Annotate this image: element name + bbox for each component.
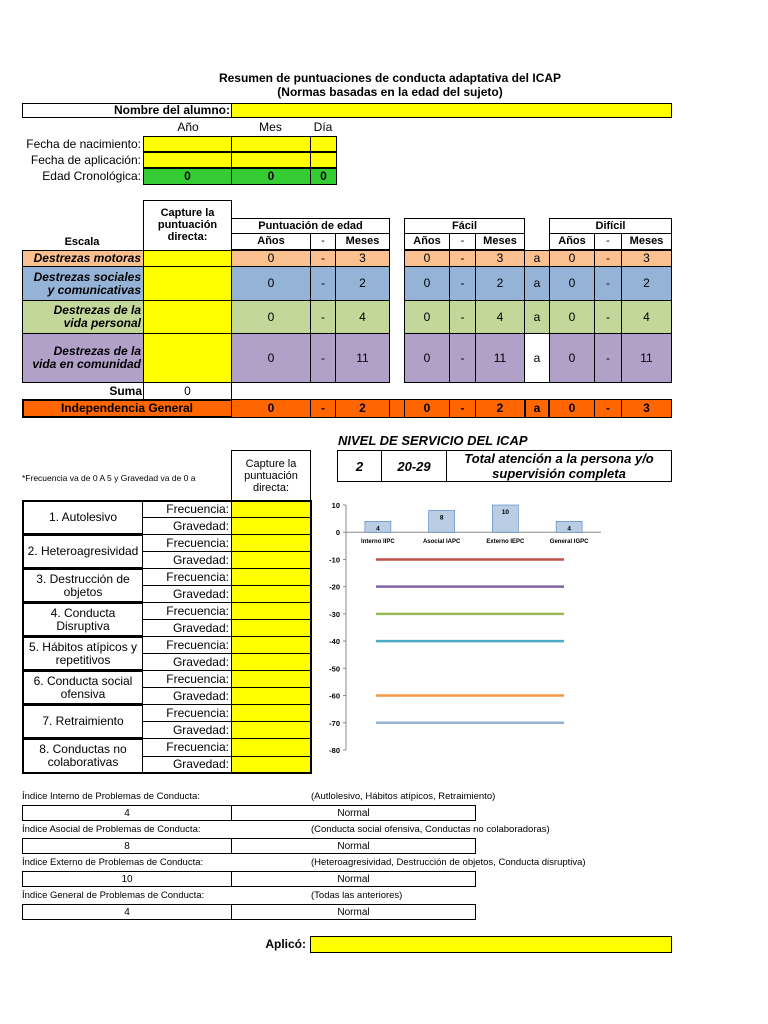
frequency-label: Frecuencia: bbox=[142, 602, 232, 620]
age-label: Edad Cronológica: bbox=[42, 169, 141, 183]
frequency-input[interactable] bbox=[231, 738, 311, 757]
category-label: General IGPC bbox=[549, 539, 589, 546]
category-label: Interno IIPC bbox=[361, 539, 395, 546]
index-value: 8 bbox=[22, 838, 232, 854]
applied-by-input[interactable] bbox=[310, 936, 672, 953]
y-tick-label: 0 bbox=[335, 528, 340, 538]
age-days: 0 bbox=[310, 168, 337, 185]
page-subtitle: (Normas basadas en la edad del sujeto) bbox=[277, 85, 503, 99]
birth-date-label: Fecha de nacimiento: bbox=[26, 137, 141, 151]
bar-value-label: 4 bbox=[376, 525, 380, 533]
severity-label: Gravedad: bbox=[142, 551, 232, 569]
index-level: Normal bbox=[231, 805, 476, 821]
applied-month-input[interactable] bbox=[231, 152, 311, 168]
personal-input[interactable] bbox=[143, 300, 232, 334]
birth-day-input[interactable] bbox=[310, 136, 337, 152]
index-value: 4 bbox=[22, 904, 232, 920]
frequency-label: Frecuencia: bbox=[142, 636, 232, 654]
general-independence-label: Independencia General bbox=[60, 401, 194, 415]
age-months: 0 bbox=[231, 168, 311, 185]
behavior-item-label: 6. Conducta social ofensiva bbox=[22, 670, 143, 705]
service-level-description: Total atención a la persona y/o supervisión completa bbox=[446, 450, 672, 482]
col-year: Año bbox=[177, 120, 199, 134]
frequency-label: Frecuencia: bbox=[142, 738, 232, 757]
category-label: Externo IEPC bbox=[486, 539, 525, 546]
index-note: (Heteroagresividad, Destrucción de objetos, Conducta disruptiva) bbox=[311, 857, 586, 868]
service-level-title: NIVEL DE SERVICIO DEL ICAP bbox=[338, 433, 528, 448]
index-note: (Conducta social ofensiva, Conductas no colaboradoras) bbox=[311, 824, 550, 835]
behavior-item-label: 5. Hábitos atípicos y repetitivos bbox=[22, 636, 143, 671]
severity-label: Gravedad: bbox=[142, 653, 232, 671]
index-value: 4 bbox=[22, 805, 232, 821]
sum-value: 0 bbox=[143, 383, 232, 400]
severity-input[interactable] bbox=[231, 585, 311, 603]
comunidad-input[interactable] bbox=[143, 333, 232, 383]
student-name-input[interactable] bbox=[231, 103, 672, 118]
frequency-input[interactable] bbox=[231, 500, 311, 518]
index-label: Índice Externo de Problemas de Conducta: bbox=[22, 857, 204, 868]
scale-row-motoras-label: Destrezas motoras bbox=[22, 250, 144, 267]
behavior-item-label: 7. Retraimiento bbox=[22, 704, 143, 739]
behavior-item-label: 4. Conducta Disruptiva bbox=[22, 602, 143, 637]
age-months-header: Meses bbox=[335, 233, 390, 250]
behavior-item-label: 3. Destrucción de objetos bbox=[22, 568, 143, 603]
frequency-input[interactable] bbox=[231, 636, 311, 654]
frequency-input[interactable] bbox=[231, 568, 311, 586]
frequency-note: *Frecuencia va de 0 A 5 y Gravedad va de 0 a bbox=[22, 473, 196, 483]
severity-label: Gravedad: bbox=[142, 585, 232, 603]
severity-input[interactable] bbox=[231, 756, 311, 775]
col-day: Día bbox=[313, 120, 333, 134]
frequency-label: Frecuencia: bbox=[142, 704, 232, 722]
y-tick-label: -40 bbox=[329, 637, 340, 647]
severity-input[interactable] bbox=[231, 619, 311, 637]
age-score-header: Puntuación de edad bbox=[231, 218, 390, 234]
bar-value-label: 4 bbox=[567, 525, 571, 533]
frequency-input[interactable] bbox=[231, 534, 311, 552]
index-level: Normal bbox=[231, 904, 476, 920]
severity-label: Gravedad: bbox=[142, 517, 232, 535]
behavior-item-label: 8. Conductas no colaborativas bbox=[22, 738, 143, 774]
frequency-input[interactable] bbox=[231, 602, 311, 620]
y-tick-label: -10 bbox=[329, 555, 340, 565]
index-level: Normal bbox=[231, 838, 476, 854]
y-tick-label: -80 bbox=[329, 746, 340, 755]
escala-header: Escala bbox=[64, 236, 100, 248]
capture-header: Capture la puntuación directa: bbox=[157, 207, 218, 243]
y-tick-label: -30 bbox=[329, 609, 340, 619]
frequency-label: Frecuencia: bbox=[142, 500, 232, 518]
index-label: Índice Interno de Problemas de Conducta: bbox=[22, 791, 200, 802]
bar-value-label: 8 bbox=[439, 514, 444, 522]
student-name-label: Nombre del alumno: bbox=[113, 103, 230, 117]
behavior-item-label: 2. Heteroagresividad bbox=[22, 534, 143, 569]
sum-label: Suma bbox=[109, 384, 142, 398]
severity-label: Gravedad: bbox=[142, 721, 232, 739]
frequency-input[interactable] bbox=[231, 704, 311, 722]
category-label: Asocial IAPC bbox=[422, 539, 461, 546]
y-tick-label: -70 bbox=[329, 718, 340, 728]
service-level-range: 20-29 bbox=[381, 450, 447, 482]
applied-day-input[interactable] bbox=[310, 152, 337, 168]
index-value: 10 bbox=[22, 871, 232, 887]
severity-input[interactable] bbox=[231, 551, 311, 569]
hard-header: Difícil bbox=[549, 218, 672, 234]
severity-input[interactable] bbox=[231, 653, 311, 671]
y-tick-label: 10 bbox=[331, 501, 340, 510]
age-years-header: Años bbox=[231, 233, 311, 250]
frequency-label: Frecuencia: bbox=[142, 534, 232, 552]
behavior-chart bbox=[316, 495, 616, 760]
applied-date-label: Fecha de aplicación: bbox=[30, 153, 141, 167]
applied-year-input[interactable] bbox=[143, 152, 232, 168]
severity-input[interactable] bbox=[231, 721, 311, 739]
applied-by-label: Aplicó: bbox=[265, 937, 306, 951]
easy-header: Fácil bbox=[404, 218, 525, 234]
frequency-input[interactable] bbox=[231, 670, 311, 688]
severity-input[interactable] bbox=[231, 687, 311, 705]
index-label: Índice General de Problemas de Conducta: bbox=[22, 890, 205, 901]
y-tick-label: -50 bbox=[329, 664, 340, 674]
index-label: Índice Asocial de Problemas de Conducta: bbox=[22, 824, 201, 835]
y-tick-label: -20 bbox=[329, 582, 340, 592]
col-month: Mes bbox=[259, 120, 282, 134]
frequency-label: Frecuencia: bbox=[142, 670, 232, 688]
severity-label: Gravedad: bbox=[142, 687, 232, 705]
scale-row-personal-label: Destrezas de la vida personal bbox=[22, 300, 144, 334]
severity-label: Gravedad: bbox=[142, 756, 232, 775]
index-note: (Autlolesivo, Hábitos atípicos, Retraimiento) bbox=[311, 791, 496, 802]
index-note: (Todas las anteriores) bbox=[311, 890, 403, 901]
birth-year-input[interactable] bbox=[143, 136, 232, 152]
behavior-capture-header: Capture la puntuación directa: bbox=[244, 458, 298, 494]
index-level: Normal bbox=[231, 871, 476, 887]
frequency-label: Frecuencia: bbox=[142, 568, 232, 586]
sociales-input[interactable] bbox=[143, 266, 232, 301]
scale-row-sociales-label: Destrezas sociales y comunicativas bbox=[22, 266, 144, 301]
severity-input[interactable] bbox=[231, 517, 311, 535]
bar-value-label: 10 bbox=[501, 509, 509, 516]
behavior-item-label: 1. Autolesivo bbox=[22, 500, 143, 535]
scale-row-comunidad-label: Destrezas de la vida en comunidad bbox=[22, 333, 144, 383]
age-years: 0 bbox=[143, 168, 232, 185]
motoras-input[interactable] bbox=[143, 250, 232, 267]
page-title: Resumen de puntuaciones de conducta adaptativa del ICAP bbox=[218, 71, 562, 85]
severity-label: Gravedad: bbox=[142, 619, 232, 637]
birth-month-input[interactable] bbox=[231, 136, 311, 152]
service-level-number: 2 bbox=[337, 450, 382, 482]
y-tick-label: -60 bbox=[329, 691, 340, 701]
